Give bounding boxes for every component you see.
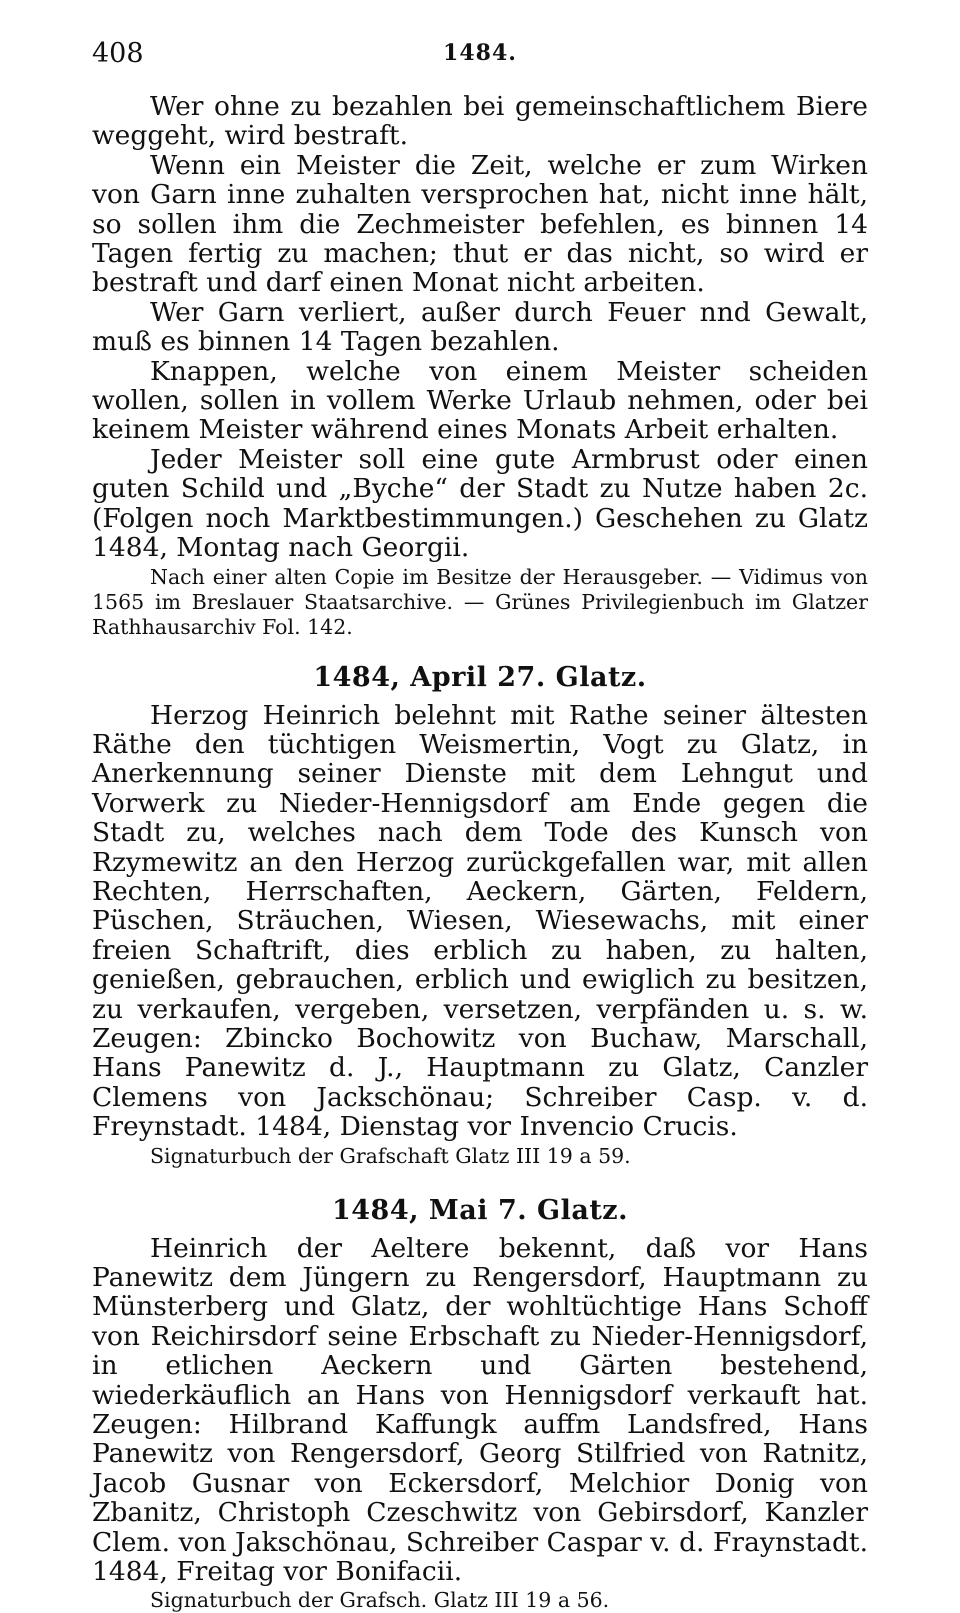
paragraph: Herzog Heinrich belehnt mit Rathe seiner ältesten Räthe den tüchtigen Weismertin, Vogt zu Glatz, in Anerkennung seiner Dienste mit dem Lehngut und Vorwerk zu Nieder-Hennigsdorf am Ende gegen die Stadt zu, welches nach dem Tode des Kunsch von Rzymewitz an den Herzog zurückgefallen war, mit allen Rechten, Herrschaften, Aeckern, Gärten, Feldern, Püschen, Sträuchen, Wiesen, Wiesewachs, mit einer freien Schaftrift, dies erblich zu haben, zu halten, genießen, gebrauchen, erblich und ewiglich zu besitzen, zu verkaufen, vergeben, versetzen, verpfänden u. s. w. Zeugen: Zbincko Bochowitz von Buchaw, Marschall, Hans Panewitz d. J., Hauptmann zu Glatz, Canzler Clemens von Jackschönau; Schreiber Casp. v. d. Freynstadt. 1484, Dienstag vor Invencio Crucis. [92,699,868,1143]
paragraph: Wenn ein Meister die Zeit, welche er zum Wirken von Garn inne zuhalten versprochen hat, nicht inne hält, so sollen ihm die Zechmeister befehlen, es binnen 14 Tagen fertig zu machen; thut er das nicht, so wird er bestraft und darf einen Monat nicht arbeiten. [92,149,868,299]
section-heading: 1484, April 27. Glatz. [313,661,647,693]
source-note: Nach einer alten Copie im Besitze der Herausgeber. — Vidimus von 1565 im Breslauer Staatsarchive. — Grünes Privilegienbuch im Glatzer Rathhausarchiv Fol. 142. [92,564,868,639]
page-header [92,38,868,84]
section-mai-7 [92,1195,868,1613]
section-guild-rules [92,92,868,640]
page-number: 408 [92,38,144,69]
paragraph: Heinrich der Aeltere bekennt, daß vor Hans Panewitz dem Jüngern zu Rengersdorf, Hauptmann zu Münsterberg und Glatz, der wohltüchtige Hans Schoff von Reichirsdorf seine Erbschaft zu Nieder-Hennigsdorf, in etlichen Aeckern und Gärten bestehend, wiederkäuflich an Hans von Hennigsdorf verkauft hat. Zeugen: Hilbrand Kaffungk auffm Landsfred, Hans Panewitz von Rengersdorf, Georg Stilfried von Ratnitz, Jacob Gusnar von Eckersdorf, Melchior Donig von Zbanitz, Christoph Czeschwitz von Gebirsdorf, Kanzler Clem. von Jakschönau, Schreiber Caspar v. d. Fraynstadt. 1484, Freitag vor Bonifacii. [92,1232,868,1588]
paragraph: Wer Garn verliert, außer durch Feuer nnd Gewalt, muß es binnen 14 Tagen bezahlen. [92,296,868,358]
paragraph: Knappen, welche von einem Meister scheiden wollen, sollen in vollem Werke Urlaub nehmen, oder bei keinem Meister während eines Monats Arbeit erhalten. [92,355,868,446]
source-note: Signaturbuch der Grafschaft Glatz III 19 a 59. [150,1143,631,1168]
source-note: Signaturbuch der Grafsch. Glatz III 19 a 56. [150,1588,610,1613]
running-head: 1484. [443,40,517,66]
section-april-27 [92,662,868,1169]
paragraph: Jeder Meister soll eine gute Armbrust oder einen guten Schild und „Byche“ der Stadt zu Nutze haben 2c. (Folgen noch Marktbestimmungen.) Geschehen zu Glatz 1484, Montag nach Georgii. [92,443,868,564]
section-heading: 1484, Mai 7. Glatz. [331,1194,629,1226]
paragraph: Wer ohne zu bezahlen bei gemeinschaftlichem Biere weggeht, wird bestraft. [92,91,868,152]
